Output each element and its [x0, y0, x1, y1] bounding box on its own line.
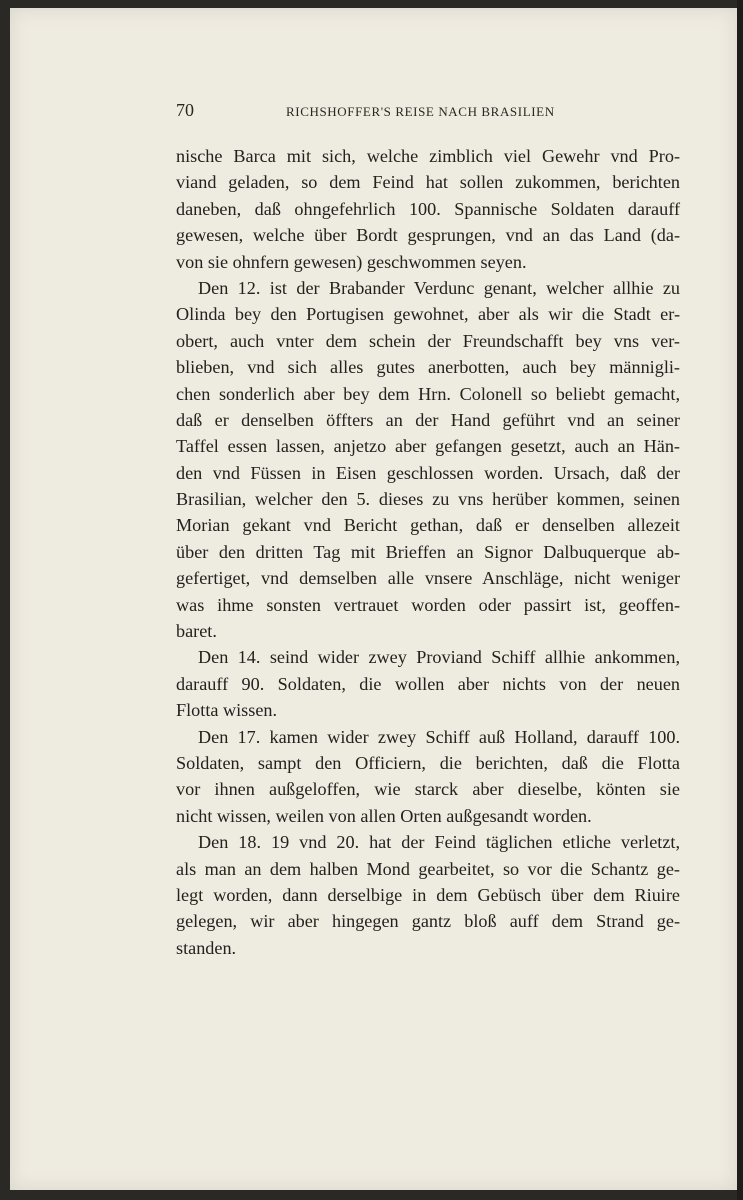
- text-line: obert, auch vnter dem schein der Freundschafft bey vns ver-: [176, 330, 680, 351]
- paragraph: [176, 143, 680, 275]
- text-line: viand geladen, so dem Feind hat sollen zukommen, berichten: [176, 172, 680, 193]
- text-line: Den 12. ist der Brabander Verdunc genant, welcher allhie zu: [198, 277, 680, 298]
- paragraph: [176, 724, 680, 830]
- page-number: 70: [176, 100, 194, 120]
- paragraph: [176, 275, 680, 644]
- text-line: über den dritten Tag mit Brieffen an Signor Dalbuquerque ab-: [176, 541, 680, 562]
- text-line: nische Barca mit sich, welche zimblich viel Gewehr vnd Pro-: [176, 146, 680, 166]
- text-line: daneben, daß ohngefehrlich 100. Spannische Soldaten darauff: [176, 198, 680, 219]
- text-line: legt worden, dann derselbige in dem Gebüsch über dem Riuire: [176, 884, 680, 905]
- text-line: chen sonderlich aber bey dem Hrn. Colonell so beliebt gemacht,: [176, 383, 680, 404]
- text-line: von sie ohnfern gewesen) geschwommen seyen.: [176, 251, 527, 272]
- text-line: Flotta wissen.: [176, 700, 278, 721]
- page-header: [176, 100, 680, 128]
- text-line: vor ihnen außgeloffen, wie starck aber dieselbe, könten sie: [176, 779, 680, 800]
- text-line: Taffel essen lassen, anjetzo aber gefangen gesetzt, auch an Hän-: [176, 436, 680, 457]
- text-line: Den 14. seind wider zwey Proviand Schiff allhie ankommen,: [198, 647, 680, 668]
- text-line: den vnd Füssen in Eisen geschlossen worden. Ursach, daß der: [176, 462, 680, 483]
- running-title: RICHSHOFFER'S REISE NACH BRASILIEN: [286, 104, 555, 119]
- text-line: gefertiget, vnd demselben alle vnsere Anschläge, nicht weniger: [176, 568, 680, 589]
- text-line: Den 17. kamen wider zwey Schiff auß Holland, darauff 100.: [198, 726, 680, 747]
- paragraph: [176, 644, 680, 723]
- text-line: standen.: [176, 937, 237, 958]
- page-edge-shadow: [737, 0, 743, 1200]
- text-line: was ihme sonsten vertrauet worden oder passirt ist, geoffen-: [176, 594, 680, 615]
- text-line: blieben, vnd sich alles gutes anerbotten, auch bey männigli-: [176, 357, 680, 378]
- text-line: Olinda bey den Portugisen gewohnet, aber als wir die Stadt er-: [176, 304, 680, 325]
- paragraph: [176, 829, 680, 961]
- text-line: baret.: [176, 621, 217, 642]
- text-line: Soldaten, sampt den Officiern, die berichten, daß die Flotta: [176, 752, 680, 773]
- text-line: Morian gekant vnd Bericht gethan, daß er denselben allezeit: [176, 515, 680, 536]
- text-line: gewesen, welche über Bordt gesprungen, vnd an das Land (da-: [176, 225, 680, 246]
- text-line: gelegen, wir aber hingegen gantz bloß auff dem Strand ge-: [176, 911, 680, 932]
- text-line: nicht wissen, weilen von allen Orten außgesandt worden.: [176, 805, 592, 826]
- body-text: [176, 143, 680, 961]
- text-line: als man an dem halben Mond gearbeitet, so vor die Schantz ge-: [176, 858, 680, 879]
- text-line: darauff 90. Soldaten, die wollen aber nichts von der neuen: [176, 673, 680, 694]
- text-line: daß er denselben öffters an der Hand geführt vnd an seiner: [176, 409, 680, 430]
- text-line: Brasilian, welcher den 5. dieses zu vns herüber kommen, seinen: [176, 489, 680, 510]
- text-line: Den 18. 19 vnd 20. hat der Feind täglichen etliche verletzt,: [198, 832, 680, 853]
